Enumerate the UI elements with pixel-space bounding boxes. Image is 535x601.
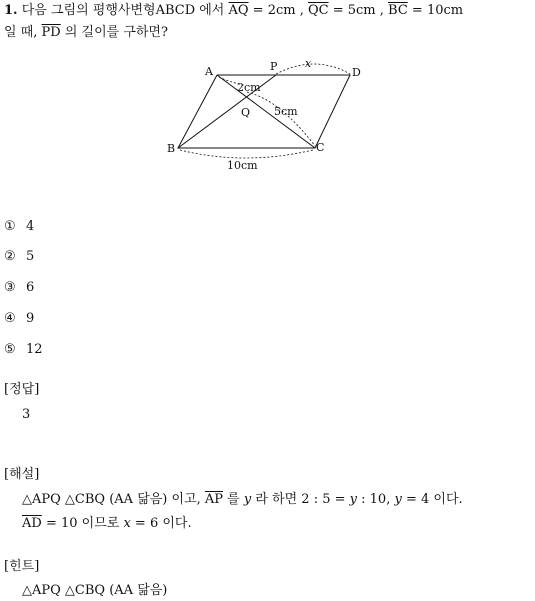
option-1[interactable] (4, 218, 34, 236)
length-5cm-label: 5cm (274, 105, 298, 118)
variable-y: y (243, 492, 252, 507)
explanation-heading: [해설] (4, 467, 40, 482)
explanation-text-7: = 6 이다. (130, 516, 192, 531)
explanation-line-1 (22, 491, 463, 509)
answer-heading: [정답] (4, 382, 40, 397)
value-aq: = 2cm , (248, 3, 308, 18)
question-text: 다음 그림의 평행사변형ABCD 에서 (21, 3, 229, 18)
segment-qc: $\overline{QC}$ (307, 3, 329, 18)
option-2[interactable] (4, 248, 34, 266)
point-p-label: P (270, 60, 278, 73)
option-5-value: 12 (26, 342, 43, 357)
dash-5cm (247, 92, 315, 146)
option-4[interactable] (4, 310, 34, 328)
question-line-1 (4, 2, 463, 20)
segment-bp (178, 75, 276, 148)
dash-10cm (180, 150, 313, 158)
hint-text: △APQ △CBQ (AA 닮음) (22, 583, 168, 598)
parallelogram-outline (178, 75, 350, 148)
option-1-mark: ① (4, 219, 16, 234)
explanation-text-2: 를 (223, 492, 244, 507)
value-qc: = 5cm , (328, 3, 389, 18)
hint-heading: [힌트] (4, 559, 40, 574)
vertex-c-label: C (316, 141, 325, 154)
x-label: x (305, 58, 312, 70)
explanation-text-5: = 4 이다. (401, 492, 463, 507)
segment-aq: $\overline{AQ}$ (228, 3, 249, 18)
dash-x (276, 64, 350, 74)
segment-ad: $\overline{AD}$ (22, 516, 42, 531)
segment-ap: $\overline{AP}$ (204, 492, 224, 507)
length-10cm-label: 10cm (227, 159, 258, 172)
segment-pd: $\overline{PD}$ (41, 25, 61, 40)
option-4-value: 9 (26, 311, 35, 326)
option-5-mark: ⑤ (4, 342, 16, 357)
explanation-text-4: : 10, (357, 492, 395, 507)
explanation-text-6: = 10 이므로 (41, 516, 124, 531)
variable-x: x (123, 516, 131, 531)
explanation-line-2 (22, 515, 192, 533)
answer-value: 3 (22, 407, 31, 422)
length-2cm-label: 2cm (237, 81, 261, 94)
vertex-d-label: D (352, 66, 361, 79)
question-text-3: 의 길이를 구하면? (60, 25, 168, 40)
variable-y-2: y (349, 492, 358, 507)
variable-y-3: y (394, 492, 402, 507)
explanation-text-1: △APQ △CBQ (AA 닮음) 이고, (22, 492, 205, 507)
option-3-mark: ③ (4, 280, 16, 295)
question-number: 1. (4, 3, 18, 18)
option-3[interactable] (4, 279, 34, 297)
option-4-mark: ④ (4, 311, 16, 326)
option-5[interactable] (4, 341, 43, 359)
parallelogram-figure (165, 58, 365, 178)
diagonal-ac (217, 75, 315, 148)
vertex-b-label: B (167, 142, 176, 155)
segment-bc: $\overline{BC}$ (388, 3, 408, 18)
option-2-value: 5 (26, 249, 35, 264)
option-2-mark: ② (4, 249, 16, 264)
value-bc: = 10cm (407, 3, 464, 18)
vertex-a-label: A (205, 65, 213, 78)
explanation-text-3: 라 하면 2 : 5 = (251, 492, 350, 507)
option-1-value: 4 (26, 219, 35, 234)
question-line-2 (4, 24, 168, 42)
option-3-value: 6 (26, 280, 35, 295)
point-q-label: Q (241, 106, 251, 119)
question-text-2: 일 때, (4, 25, 42, 40)
